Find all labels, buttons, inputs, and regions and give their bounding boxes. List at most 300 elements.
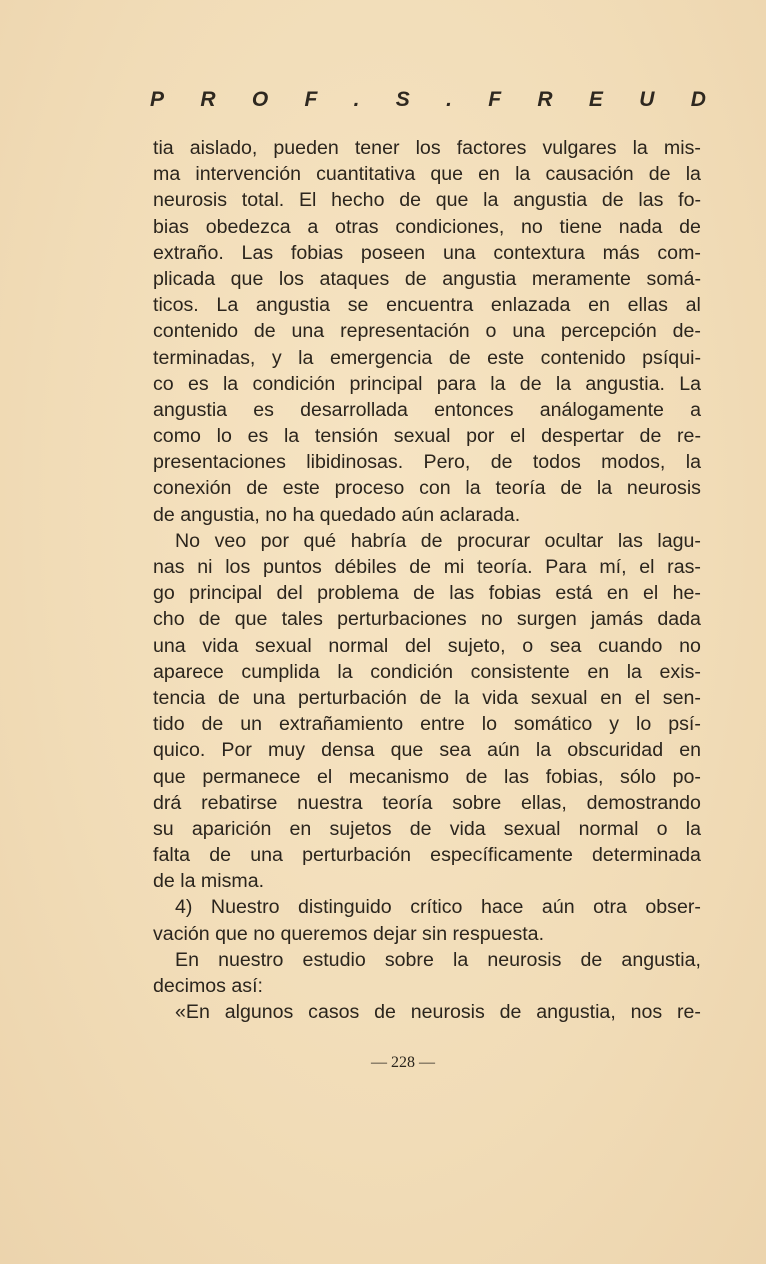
text-line	[153, 161, 701, 187]
word: neurosis	[626, 477, 701, 500]
word: entonces	[434, 398, 514, 421]
word: y	[609, 713, 620, 736]
word: En	[175, 948, 199, 971]
word: fobias	[290, 241, 344, 264]
word: extraño.	[153, 241, 224, 264]
word: de	[519, 372, 542, 395]
word: vida	[482, 686, 519, 709]
word: sexual	[393, 425, 451, 448]
word: de	[209, 844, 232, 867]
word: densa	[321, 739, 375, 762]
word: que	[153, 765, 186, 788]
word: habría	[350, 529, 407, 552]
text-line	[153, 502, 701, 528]
word: ellas	[627, 294, 668, 317]
word: en	[679, 739, 701, 762]
text-line	[153, 397, 701, 423]
word: no	[679, 634, 701, 657]
word: extrañamiento	[279, 713, 404, 736]
text-line-content: de la misma.	[153, 870, 265, 893]
word: angustia.	[585, 372, 665, 395]
text-line	[153, 580, 701, 606]
word: es	[187, 372, 209, 395]
word: sexual	[530, 686, 588, 709]
word: emergencia	[329, 346, 433, 369]
word: de	[648, 163, 671, 186]
word: está	[555, 582, 593, 605]
word: las	[504, 765, 530, 788]
word: somático	[513, 713, 593, 736]
text-line	[153, 240, 701, 266]
text-line	[153, 318, 701, 344]
word: condición	[370, 660, 454, 683]
word: por	[260, 529, 289, 552]
word: dada	[657, 608, 701, 631]
word: neurosis	[487, 948, 562, 971]
word: libidinosas.	[306, 451, 404, 474]
word: aún	[487, 739, 520, 762]
word: la	[222, 372, 239, 395]
word: más	[602, 241, 640, 264]
text-line-content: decimos así:	[153, 975, 263, 997]
text-line	[153, 266, 701, 292]
word: jamás	[590, 608, 644, 631]
word: de	[448, 346, 471, 369]
word: hecho	[331, 189, 385, 212]
word: de	[499, 1001, 522, 1024]
word: la	[298, 346, 314, 369]
text-line	[153, 449, 701, 475]
word: por	[466, 425, 495, 448]
word: que	[430, 163, 464, 186]
word: nos	[630, 1001, 663, 1024]
word: vida	[202, 634, 239, 657]
word: la	[685, 451, 701, 474]
word: una	[512, 320, 546, 343]
word: surgen	[516, 608, 577, 631]
word: Por	[221, 739, 252, 762]
word: este	[487, 346, 525, 369]
word: no	[521, 215, 543, 238]
word: mis-	[663, 137, 701, 159]
word: Pero,	[423, 451, 471, 474]
word: nada	[618, 215, 663, 238]
word: una	[291, 320, 325, 343]
word: de	[419, 686, 442, 709]
word: tencia	[153, 686, 206, 709]
word: lo	[636, 713, 652, 736]
word: de	[420, 529, 443, 552]
word: fo-	[678, 189, 701, 212]
word: cumplida	[241, 660, 320, 683]
word: proceso	[334, 477, 405, 500]
word: los	[415, 137, 441, 159]
word: neurosis	[153, 189, 228, 212]
word: nuestro	[218, 948, 284, 971]
word: intervención	[195, 163, 301, 186]
word: co	[153, 372, 174, 395]
word: las	[449, 582, 475, 605]
word: teoría	[382, 791, 433, 814]
word: o	[522, 634, 534, 657]
text-line	[153, 475, 701, 501]
word: análogamente	[539, 398, 664, 421]
word: la	[626, 660, 642, 683]
word: terminadas,	[153, 346, 256, 369]
word: la	[490, 372, 506, 395]
running-head	[150, 88, 706, 112]
word: la	[685, 817, 701, 840]
word: cuantitativa	[316, 163, 416, 186]
text-line	[153, 633, 701, 659]
word: de	[465, 765, 488, 788]
running-head-letter: .	[446, 88, 452, 111]
word: aún	[541, 896, 575, 919]
word: ni	[197, 556, 213, 578]
text-line	[153, 921, 701, 947]
word: de	[246, 477, 268, 500]
word: La	[679, 372, 701, 395]
word: puntos	[262, 556, 322, 578]
word: del	[404, 634, 432, 657]
word: representación	[340, 320, 470, 343]
text-line	[153, 371, 701, 397]
word: cho	[153, 608, 185, 631]
word: sexual	[503, 817, 561, 840]
word: una	[153, 634, 186, 657]
word: psí-	[668, 713, 701, 736]
word: distinguido	[298, 896, 392, 919]
text-line-content: vación que no queremos dejar sin respuesta.	[153, 922, 545, 945]
word: 4)	[175, 896, 193, 919]
word: o	[485, 320, 497, 343]
word: angustia	[153, 398, 228, 421]
page-number: — 228 —	[371, 1054, 435, 1071]
word: permanece	[202, 765, 301, 788]
word: determinada	[592, 844, 701, 867]
word: angustia	[513, 189, 588, 212]
word: go	[153, 582, 175, 605]
text-line	[153, 292, 701, 318]
word: casos	[308, 1001, 360, 1024]
word: presentaciones	[153, 451, 286, 474]
word: sólo	[620, 765, 656, 788]
word: algunos	[224, 1001, 294, 1024]
word: pueden	[273, 137, 339, 159]
text-line	[153, 685, 701, 711]
running-head-letter: S	[395, 88, 410, 111]
word: angustia,	[536, 1001, 616, 1024]
word: de	[580, 948, 603, 971]
word: o	[656, 817, 668, 840]
word: de	[409, 556, 432, 578]
word: factores	[456, 137, 527, 159]
word: quico.	[153, 739, 206, 762]
word: ma	[153, 163, 181, 186]
word: el	[643, 582, 659, 605]
word: la	[452, 948, 469, 971]
word: No	[175, 529, 201, 552]
running-head-letter: R	[200, 88, 216, 111]
word: las	[617, 529, 643, 552]
word: plicada	[153, 267, 216, 290]
word: tales	[281, 608, 323, 631]
word: Las	[241, 241, 274, 264]
word: sobre	[384, 948, 434, 971]
word: el	[316, 765, 333, 788]
text-line	[153, 737, 701, 763]
word: fobias	[488, 582, 542, 605]
word: de-	[672, 320, 701, 343]
text-line	[153, 790, 701, 816]
word: de	[639, 425, 662, 448]
word: El	[298, 189, 317, 212]
word: re-	[676, 1001, 701, 1024]
word: estudio	[302, 948, 366, 971]
word: rebatirse	[201, 791, 278, 814]
word: la	[283, 425, 300, 448]
word: total.	[241, 189, 285, 212]
word: tiene	[559, 215, 603, 238]
word: aparece	[153, 660, 224, 683]
word: ras-	[667, 556, 701, 578]
word: contenido	[540, 346, 626, 369]
word: de	[218, 686, 240, 709]
text-line	[153, 816, 701, 842]
text-line	[153, 659, 701, 685]
word: que	[234, 608, 268, 631]
word: ocultar	[544, 529, 604, 552]
word: he-	[672, 582, 701, 605]
word: desarrollada	[300, 398, 408, 421]
word: es	[253, 398, 274, 421]
word: hace	[480, 896, 524, 919]
word: una	[250, 844, 283, 867]
word: poseen	[360, 241, 426, 264]
word: muy	[267, 739, 306, 762]
word: en	[606, 582, 629, 605]
word: normal	[328, 634, 389, 657]
word: al	[685, 294, 701, 317]
word: somá-	[646, 267, 701, 290]
word: la	[483, 189, 499, 212]
text-line	[153, 973, 701, 999]
word: principal	[189, 582, 263, 605]
word: que	[230, 267, 264, 290]
word: sujetos	[329, 817, 392, 840]
word: tia	[153, 137, 174, 159]
word: drá	[153, 791, 182, 814]
word: la	[596, 477, 613, 500]
word: la	[535, 739, 552, 762]
word: psíqui-	[642, 346, 701, 369]
word: a	[307, 215, 319, 238]
word: en	[587, 660, 610, 683]
word: sen-	[662, 686, 701, 709]
word: de	[601, 189, 624, 212]
word: ticos.	[153, 294, 199, 317]
word: bias	[153, 215, 189, 238]
text-line	[153, 999, 701, 1025]
word: los	[225, 556, 251, 578]
word: obser-	[645, 896, 701, 919]
word: teoría.	[477, 556, 533, 578]
word: de	[253, 320, 276, 343]
word: falta	[153, 844, 191, 867]
word: mi	[443, 556, 465, 578]
word: sea	[549, 634, 582, 657]
word: las	[638, 189, 664, 212]
word: «En	[175, 1001, 210, 1024]
word: com-	[657, 241, 701, 264]
running-head-letter: F	[488, 88, 502, 111]
word: de	[404, 267, 427, 290]
text-line-content: de angustia, no ha quedado aún aclarada.	[153, 503, 521, 526]
word: perturbaciones	[337, 608, 467, 631]
text-line	[153, 135, 701, 161]
word: po-	[672, 765, 701, 788]
word: otra	[593, 896, 627, 919]
text-line	[153, 187, 701, 213]
word: nuestra	[297, 791, 363, 814]
text-line	[153, 711, 701, 737]
word: como	[153, 425, 201, 448]
text-line	[153, 868, 701, 894]
text-line	[153, 423, 701, 449]
word: condición	[252, 372, 336, 395]
running-head-letter: F	[304, 88, 318, 111]
word: de	[399, 189, 421, 212]
text-line	[153, 842, 701, 868]
word: débiles	[334, 556, 397, 578]
word: crítico	[410, 896, 463, 919]
word: modos,	[601, 451, 666, 474]
word: angustia	[442, 267, 517, 290]
word: tido	[153, 713, 185, 736]
word: causación	[545, 163, 634, 186]
word: su	[153, 817, 174, 840]
text-line	[153, 528, 701, 554]
word: obscuridad	[567, 739, 664, 762]
word: enlazada	[490, 294, 571, 317]
word: cuando	[598, 634, 663, 657]
word: angustia,	[621, 948, 701, 971]
word: angustia	[255, 294, 330, 317]
word: exis-	[659, 660, 701, 683]
word: condiciones,	[395, 215, 505, 238]
word: para	[436, 372, 476, 395]
word: ataques	[319, 267, 390, 290]
running-head-letter: O	[251, 88, 269, 111]
word: lo	[481, 713, 497, 736]
word: La	[216, 294, 239, 317]
word: veo	[214, 529, 247, 552]
word: sexual	[255, 634, 312, 657]
word: otras	[335, 215, 379, 238]
word: de	[490, 451, 513, 474]
word: de	[413, 582, 435, 605]
word: es	[247, 425, 269, 448]
word: lo	[216, 425, 232, 448]
word: neurosis	[410, 1001, 485, 1024]
word: de	[409, 817, 432, 840]
word: un	[240, 713, 263, 736]
text-line	[153, 606, 701, 632]
running-head-letter: P	[150, 88, 165, 111]
word: meramente	[531, 267, 631, 290]
word: y	[271, 346, 282, 369]
word: mí,	[599, 556, 627, 578]
word: ellas,	[521, 791, 567, 814]
running-head-letter: U	[639, 88, 655, 111]
word: específicamente	[430, 844, 573, 867]
word: perturbación	[298, 686, 407, 709]
word: teoría	[495, 477, 546, 500]
word: la	[465, 477, 481, 500]
word: mecanismo	[348, 765, 450, 788]
word: no	[480, 608, 503, 631]
word: vida	[449, 817, 486, 840]
word: aislado,	[189, 137, 258, 159]
word: la	[515, 163, 531, 186]
word: contextura	[493, 241, 585, 264]
word: a	[690, 398, 701, 421]
word: despertar	[541, 425, 624, 448]
word: del	[276, 582, 303, 605]
word: el	[639, 556, 655, 578]
word: el	[510, 425, 526, 448]
word: este	[282, 477, 320, 500]
word: fobias,	[545, 765, 604, 788]
word: problema	[317, 582, 399, 605]
word: todos	[532, 451, 581, 474]
word: entre	[420, 713, 465, 736]
word: Nuestro	[210, 896, 280, 919]
word: de	[374, 1001, 396, 1024]
running-head-letter: .	[353, 88, 360, 111]
word: se	[347, 294, 369, 317]
body-text	[153, 135, 701, 1025]
word: una	[442, 241, 476, 264]
word: consistente	[470, 660, 570, 683]
word: los	[278, 267, 304, 290]
word: el	[634, 686, 651, 709]
word: que	[435, 189, 469, 212]
word: en	[478, 163, 500, 186]
word: aparición	[191, 817, 272, 840]
word: que	[390, 739, 424, 762]
word: una	[252, 686, 286, 709]
word: con	[419, 477, 451, 500]
word: conexión	[153, 477, 232, 500]
word: principal	[349, 372, 423, 395]
word: de	[201, 713, 224, 736]
word: en	[588, 294, 610, 317]
word: en	[289, 817, 312, 840]
word: sea	[439, 739, 471, 762]
word: obedezca	[205, 215, 291, 238]
text-line	[153, 214, 701, 240]
word: la	[685, 163, 701, 186]
word: qué	[303, 529, 337, 552]
text-line	[153, 345, 701, 371]
word: sujeto,	[447, 634, 506, 657]
running-head-letter: R	[537, 88, 553, 111]
word: sobre	[452, 791, 502, 814]
word: percepción	[560, 320, 657, 343]
word: la	[555, 372, 572, 395]
word: re-	[677, 425, 701, 448]
